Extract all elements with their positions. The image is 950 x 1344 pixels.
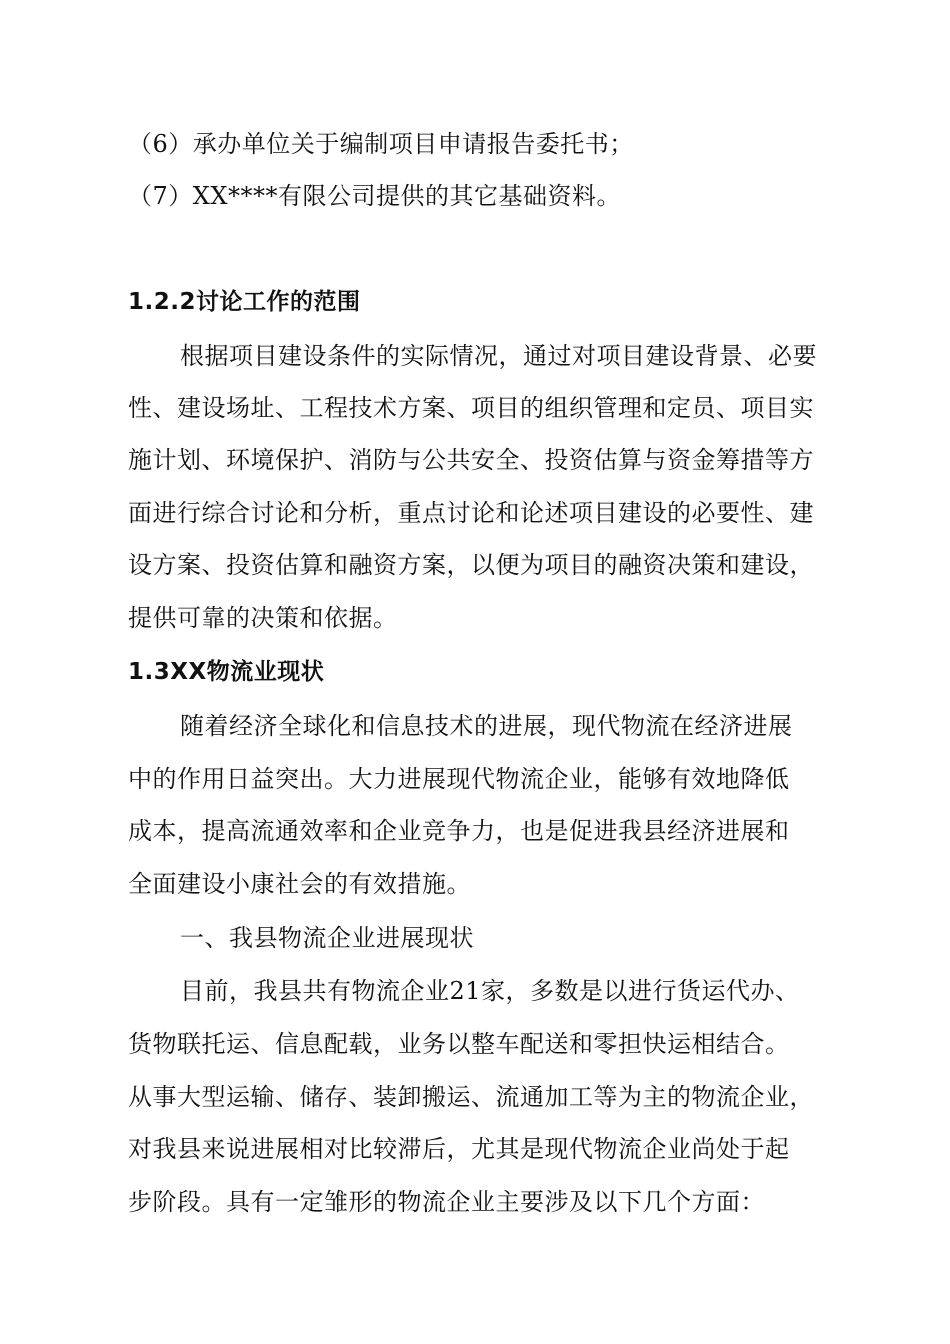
paragraph-line: 提供可靠的决策和依据。 <box>128 604 398 632</box>
list-item-7: （7）XX****有限公司提供的其它基础资料。 <box>128 182 621 210</box>
paragraph-line: 步阶段。具有一定雏形的物流企业主要涉及以下几个方面： <box>128 1188 765 1216</box>
paragraph-line: 根据项目建设条件的实际情况，通过对项目建设背景、必要 <box>180 342 817 370</box>
section-heading-1-2-2: 1.2.2讨论工作的范围 <box>128 289 361 315</box>
paragraph-line: 目前，我县共有物流企业21家，多数是以进行货运代办、 <box>180 977 800 1005</box>
paragraph-line: 中的作用日益突出。大力进展现代物流企业，能够有效地降低 <box>128 765 790 793</box>
paragraph-line: 施计划、环境保护、消防与公共安全、投资估算与资金筹措等方 <box>128 446 814 474</box>
subheading: 一、我县物流企业进展现状 <box>180 924 474 952</box>
paragraph-line: 随着经济全球化和信息技术的进展，现代物流在经济进展 <box>180 712 793 740</box>
paragraph-line: 对我县来说进展相对比较滞后，尤其是现代物流企业尚处于起 <box>128 1135 790 1163</box>
paragraph-line: 面进行综合讨论和分析，重点讨论和论述项目建设的必要性、建 <box>128 499 814 527</box>
list-item-6: （6）承办单位关于编制项目申请报告委托书； <box>128 130 634 158</box>
paragraph-line: 从事大型运输、储存、装卸搬运、流通加工等为主的物流企业， <box>128 1083 814 1111</box>
paragraph-line: 全面建设小康社会的有效措施。 <box>128 870 471 898</box>
paragraph-line: 性、建设场址、工程技术方案、项目的组织管理和定员、项目实 <box>128 394 814 422</box>
paragraph-line: 设方案、投资估算和融资方案，以便为项目的融资决策和建设， <box>128 551 814 579</box>
paragraph-line: 货物联托运、信息配载，业务以整车配送和零担快运相结合。 <box>128 1030 790 1058</box>
section-heading-1-3: 1.3XX物流业现状 <box>128 659 325 685</box>
paragraph-line: 成本，提高流通效率和企业竞争力，也是促进我县经济进展和 <box>128 817 790 845</box>
